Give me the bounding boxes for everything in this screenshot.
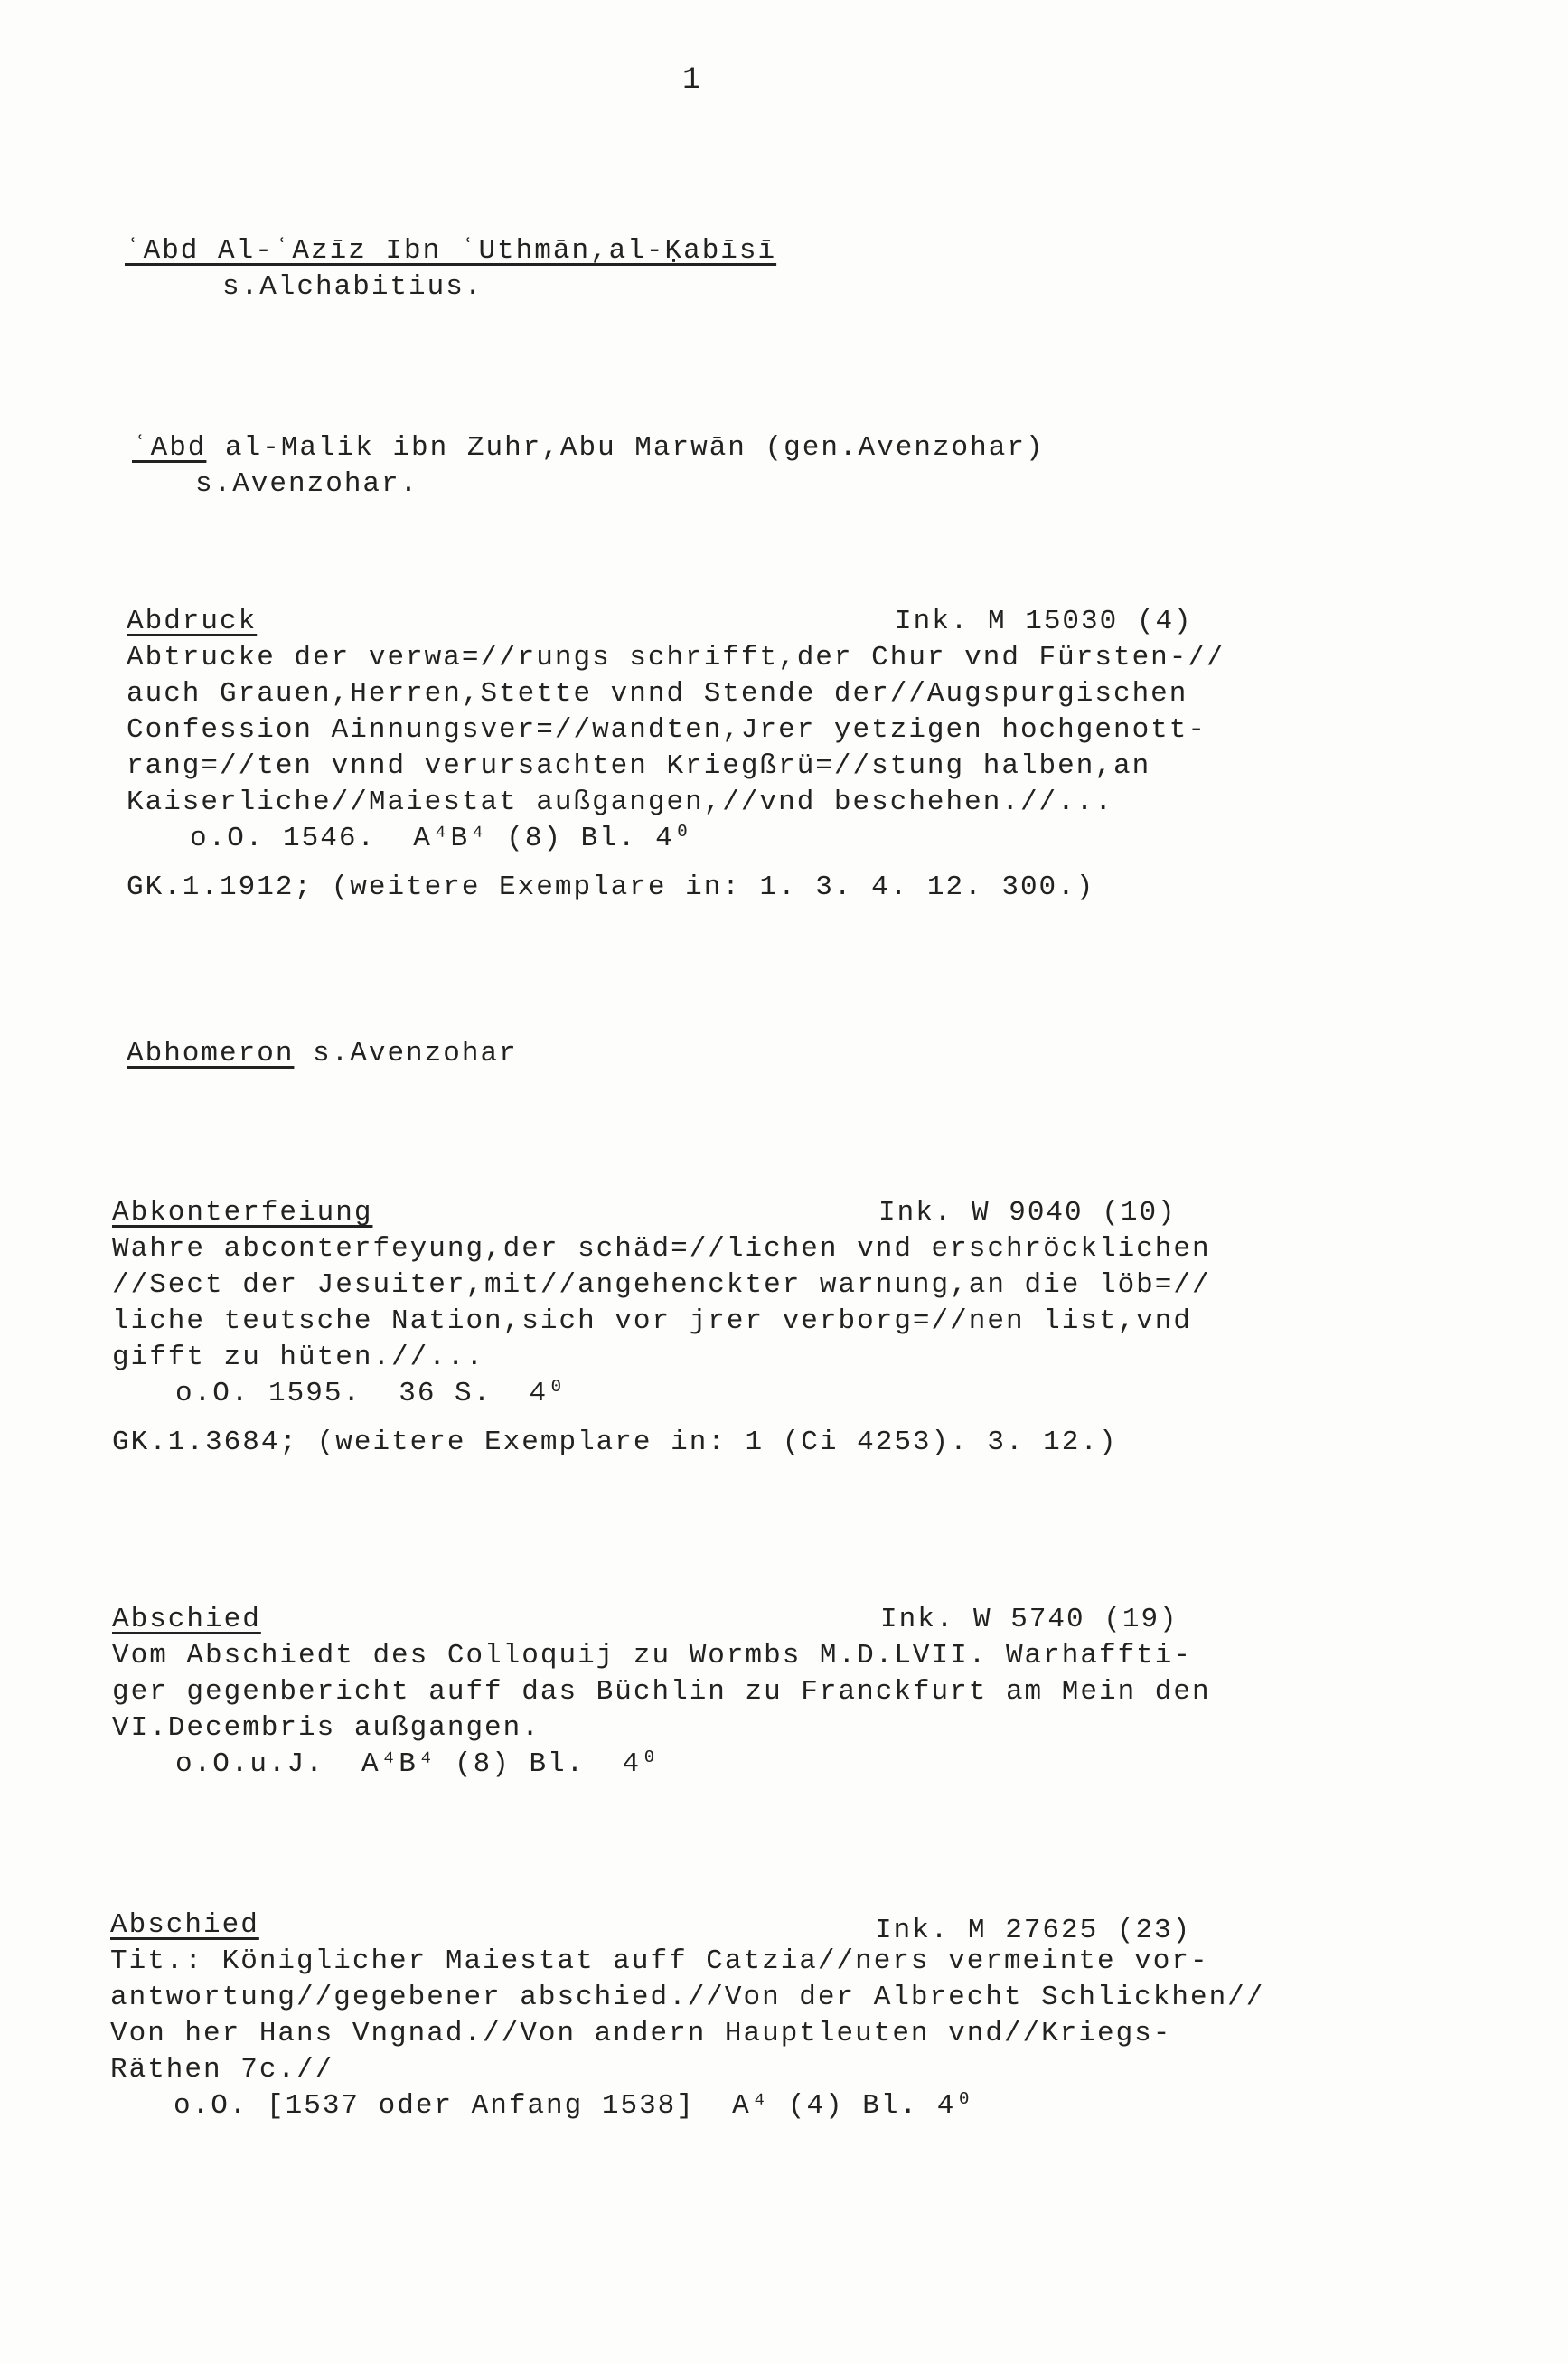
imprint: o.O. 1546. A⁴B⁴ (8) Bl. 4⁰ (190, 823, 693, 854)
title-line: Abtrucke der verwa=//rungs schrifft,der Chur vnd Fürsten-// (127, 642, 1225, 673)
title-line: Tit.: Königlicher Maiestat auff Catzia//ners vermeinte vor- (110, 1945, 1209, 1977)
shelfmark: Ink. M 27625 (23) (875, 1915, 1192, 1946)
entry-abd-al-aziz (125, 233, 776, 306)
shelfmark: Ink. M 15030 (4) (895, 606, 1193, 637)
entry-heading: ʿAbd (132, 432, 207, 464)
shelfmark: Ink. W 5740 (19) (880, 1604, 1178, 1635)
entry-heading-rest: al-Malik ibn Zuhr,Abu Marwān (gen.Avenzohar) (206, 432, 1045, 464)
entry-heading: ʿAbd Al-ʿAzīz Ibn ʿUthmān,al-Ḳabīsī (125, 235, 777, 267)
title-line: liche teutsche Nation,sich vor jrer verborg=//nen list,vnd (112, 1305, 1192, 1337)
entry-abdruck (127, 604, 1301, 906)
entry-heading: Abhomeron (127, 1038, 295, 1069)
entry-abschied-2 (110, 1907, 1312, 2124)
imprint: o.O. 1595. 36 S. 4⁰ (175, 1378, 567, 1409)
title-line: Von her Hans Vngnad.//Von andern Hauptleuten vnd//Kriegs- (110, 2018, 1172, 2049)
entry-abkonterfeiung (112, 1195, 1305, 1461)
shelfmark: Ink. W 9040 (10) (878, 1197, 1177, 1229)
title-line: //Sect der Jesuiter,mit//angehenckter warnung,an die löb=// (112, 1269, 1211, 1301)
entry-abschied-1 (112, 1602, 1305, 1783)
title-line: ger gegenbericht auff das Büchlin zu Franckfurt am Mein den (112, 1676, 1211, 1708)
title-line: auch Grauen,Herren,Stette vnnd Stende der//Augspurgischen (127, 678, 1188, 710)
title-line: rang=//ten vnnd verursachten Kriegßrü=//stung halben,an (127, 750, 1151, 782)
gk-reference: GK.1.3684; (weitere Exemplare in: 1 (Ci 4253). 3. 12.) (112, 1427, 1118, 1458)
gk-reference: GK.1.1912; (weitere Exemplare in: 1. 3. 4. 12. 300.) (127, 871, 1095, 903)
title-line: Confession Ainnungsver=//wandten,Jrer yetzigen hochgenott- (127, 714, 1207, 746)
cross-reference: s.Avenzohar. (195, 468, 419, 500)
imprint: o.O.u.J. A⁴B⁴ (8) Bl. 4⁰ (175, 1748, 660, 1780)
title-line: Räthen 7c.// (110, 2054, 334, 2086)
cross-reference: s.Avenzohar (294, 1038, 518, 1069)
page-number: 1 (682, 63, 701, 98)
entry-abd-al-malik (132, 430, 1045, 503)
title-line: Vom Abschiedt des Colloquij zu Wormbs M.D.LVII. Warhaffti- (112, 1640, 1192, 1672)
entry-heading: Abkonterfeiung (112, 1197, 373, 1229)
entry-heading: Abschied (110, 1909, 259, 1941)
title-line: Wahre abconterfeyung,der schäd=//lichen vnd erschröcklichen (112, 1233, 1211, 1265)
title-line: VI.Decembris außgangen. (112, 1712, 540, 1744)
imprint: o.O. [1537 oder Anfang 1538] A⁴ (4) Bl. 4⁰ (174, 2090, 974, 2122)
title-line: antwortung//gegebener abschied.//Von der Albrecht Schlickhen// (110, 1982, 1265, 2013)
entry-heading: Abschied (112, 1604, 261, 1635)
entry-heading: Abdruck (127, 606, 258, 637)
cross-reference: s.Alchabitius. (222, 271, 484, 303)
title-line: gifft zu hüten.//... (112, 1342, 485, 1373)
title-line: Kaiserliche//Maiestat außgangen,//vnd beschehen.//... (127, 786, 1113, 818)
entry-abhomeron (127, 1036, 518, 1072)
